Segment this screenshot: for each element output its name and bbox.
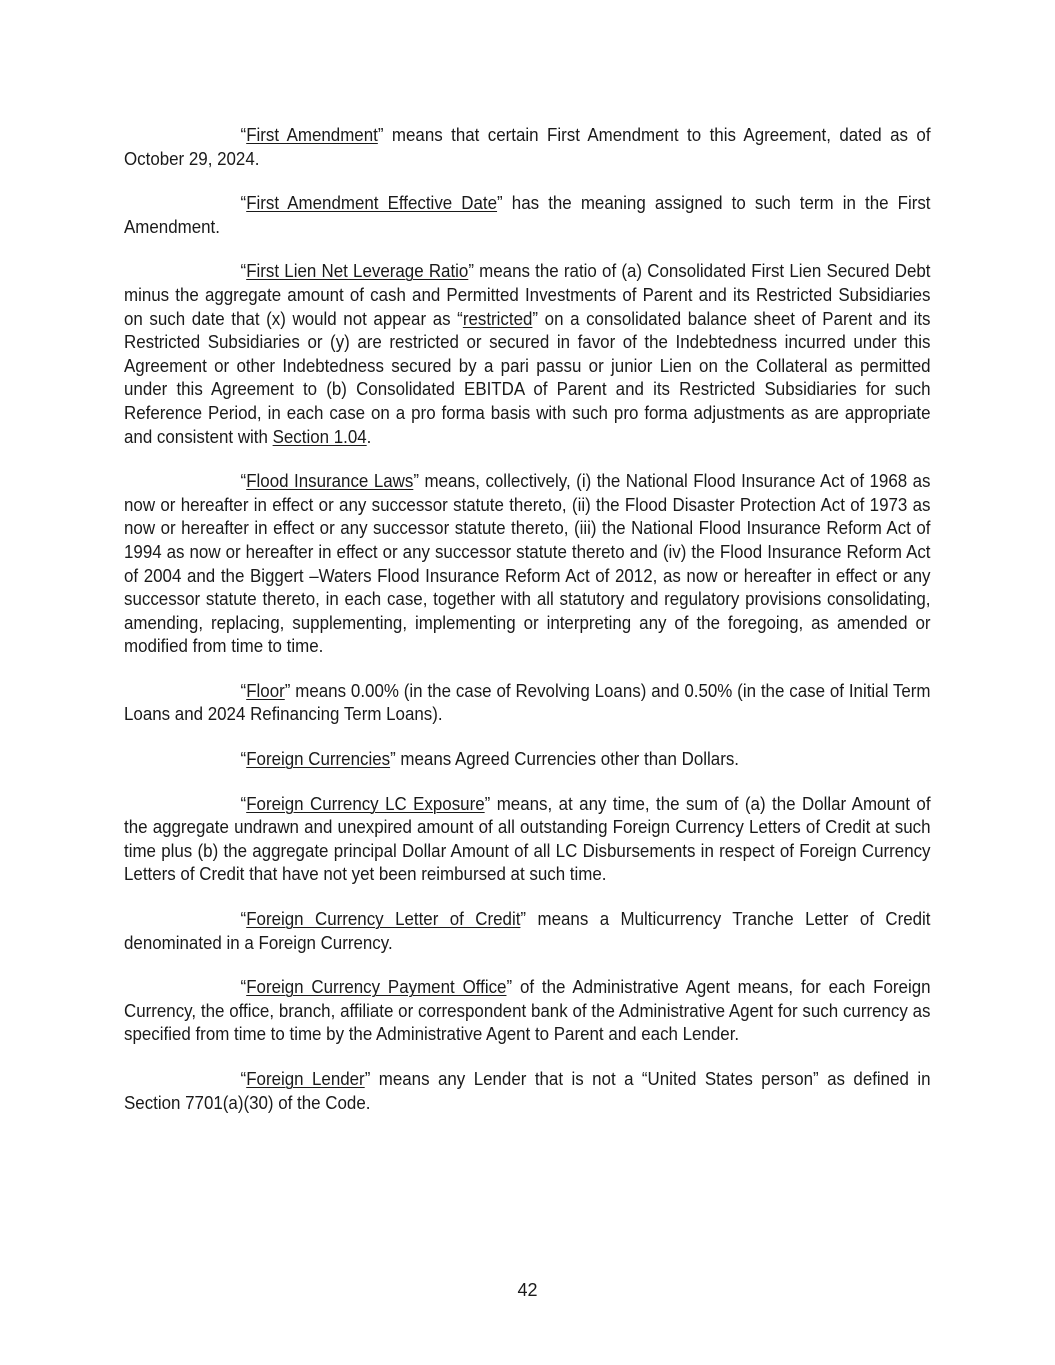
defined-term: Foreign Currencies xyxy=(246,749,391,770)
close-quote: ” xyxy=(413,471,419,492)
definition-text: means the ratio of (a) Consolidated First Lien Secured Debt minus the aggregate amount of cash and Permitted Investments of Parent and its Restricted Subsidiaries on such date that (x) would not appear as “ xyxy=(124,261,931,329)
definitions-section xyxy=(124,124,931,1136)
definition-text: has the meaning assigned to such term in the First Amendment. xyxy=(124,193,931,237)
section-cross-reference: Section 1.04 xyxy=(272,426,367,447)
definition-foreign-currencies xyxy=(124,748,931,772)
open-quote: “ xyxy=(240,793,247,814)
definition-floor xyxy=(124,680,931,727)
definition-text: of the Administrative Agent means, for each Foreign Currency, the office, branch, affiliate or correspondent bank of the Administrative Agent for such currency as specified from time to time by the Administrative Agent to Parent and each Lender. xyxy=(124,977,931,1045)
defined-term: Floor xyxy=(246,680,285,701)
close-quote: ” xyxy=(506,977,513,998)
definition-text: means, at any time, the sum of (a) the Dollar Amount of the aggregate undrawn and unexpired amount of all outstanding Foreign Currency Letters of Credit at such time plus (b) the aggregate principal Dollar Amount of all LC Disbursements in respect of Foreign Currency Letters of Credit that have not yet been reimbursed at such time. xyxy=(124,793,931,885)
page-number: 42 xyxy=(517,1280,538,1300)
definition-text: means that certain First Amendment to this Agreement, dated as of October 29, 2024. xyxy=(124,125,931,169)
open-quote: “ xyxy=(240,193,247,214)
close-quote: ” xyxy=(364,1069,371,1089)
definition-foreign-currency-letter-of-credit xyxy=(124,908,931,955)
open-quote: “ xyxy=(240,471,247,492)
definition-text: means a Multicurrency Tranche Letter of Credit denominated in a Foreign Currency. xyxy=(124,909,931,953)
close-quote: ” xyxy=(377,125,384,145)
definition-text: means, collectively, (i) the National Flood Insurance Act of 1968 as now or hereafter in effect or any successor statute thereto, (ii) the Flood Disaster Protection Act of 1973 as now or hereafter in effect or any successor statute thereto, (iii) the National Flood Insurance Reform Act of 1994 as now or hereafter in effect or any successor statute thereto and (iv) the Flood Insurance Reform Act of 2004 and the Biggert –Waters Flood Insurance Reform Act of 2012, as now or hereafter in effect or any successor statute thereto, in each case, together with all statutory and regulatory provisions consolidating, amending, replacing, supplementing, implementing or interpreting any of the foregoing, as amended or modified from time to time. xyxy=(124,471,931,657)
definition-text: ” on a consolidated balance sheet of Parent and its Restricted Subsidiaries or (y) are restricted or secured in favor of the Indebtedness incurred under this Agreement or other Indebtedness secured by a pari passu or junior Lien on the Collateral as permitted under this Agreement to (b) Consolidated EBITDA of Parent and its Restricted Subsidiaries for such Reference Period, in each case on a pro forma basis with such pro forma adjustments as are appropriate and consistent with xyxy=(124,308,931,447)
defined-term: Flood Insurance Laws xyxy=(246,471,414,492)
inline-defined-term: restricted xyxy=(462,308,533,329)
close-quote: ” xyxy=(390,749,396,770)
close-quote: ” xyxy=(520,909,527,930)
close-quote: ” xyxy=(468,261,474,282)
open-quote: “ xyxy=(240,261,247,282)
definition-foreign-currency-payment-office xyxy=(124,976,931,1047)
close-quote: ” xyxy=(484,793,491,814)
defined-term: First Lien Net Leverage Ratio xyxy=(246,261,469,282)
open-quote: “ xyxy=(240,1069,247,1089)
definition-foreign-lender xyxy=(124,1068,931,1115)
defined-term: Foreign Currency Payment Office xyxy=(246,977,507,998)
defined-term: First Amendment Effective Date xyxy=(246,193,498,214)
definition-foreign-currency-lc-exposure xyxy=(124,793,931,887)
definition-text: . xyxy=(366,426,372,447)
close-quote: ” xyxy=(284,680,291,701)
open-quote: “ xyxy=(240,125,247,145)
definition-first-amendment xyxy=(124,124,931,171)
open-quote: “ xyxy=(240,749,247,770)
definition-text: means Agreed Currencies other than Dollars. xyxy=(395,749,739,770)
defined-term: Foreign Currency Letter of Credit xyxy=(246,909,521,930)
definition-first-lien-net-leverage-ratio xyxy=(124,260,931,449)
open-quote: “ xyxy=(240,680,247,701)
definition-first-amendment-effective-date xyxy=(124,192,931,239)
definition-flood-insurance-laws xyxy=(124,470,931,659)
definition-text: means 0.00% (in the case of Revolving Loans) and 0.50% (in the case of Initial Term Loans and 2024 Refinancing Term Loans). xyxy=(124,680,931,725)
open-quote: “ xyxy=(240,909,247,930)
defined-term: Foreign Currency LC Exposure xyxy=(246,793,485,814)
defined-term: Foreign Lender xyxy=(246,1069,365,1089)
close-quote: ” xyxy=(497,193,503,214)
defined-term: First Amendment xyxy=(246,125,378,145)
open-quote: “ xyxy=(240,977,247,998)
definition-text: means any Lender that is not a “United States person” as defined in Section 7701(a)(30) of the Code. xyxy=(124,1069,931,1113)
